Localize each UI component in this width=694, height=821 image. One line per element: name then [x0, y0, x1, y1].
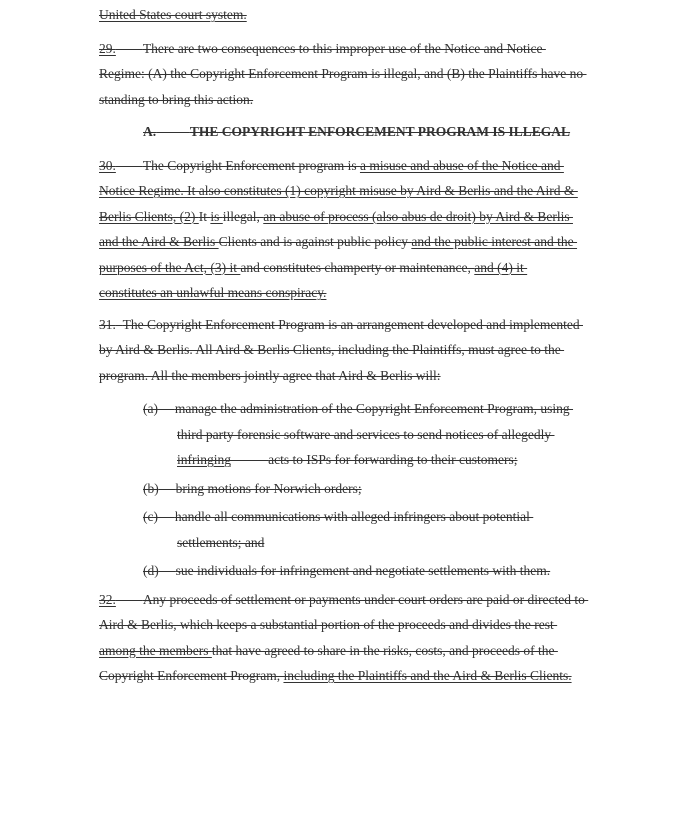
text-run: including the Plaintiffs and the Aird & Berlis Clients. [283, 668, 572, 683]
paragraph-31 [99, 312, 658, 389]
paragraph-29 [99, 36, 658, 113]
paragraph-number: 32. [99, 591, 116, 607]
text-run: Clients and is against public policy [218, 234, 412, 249]
text-run: settlements; and [177, 534, 265, 550]
list-item-a [143, 396, 658, 473]
text-run: constitutes an unlawful means conspiracy. [99, 285, 327, 300]
continuation-line [99, 2, 658, 28]
text-run: manage the administration of the Copyright Enforcement Program, using [174, 401, 574, 416]
text-run: purposes of the Act, (3) it [99, 259, 241, 275]
list-marker: (c) [143, 509, 158, 524]
text-run: Berlis Clients, (2) [99, 208, 199, 224]
heading-title: THE COPYRIGHT ENFORCEMENT PROGRAM IS ILLEGAL [189, 124, 571, 139]
text-run [116, 41, 143, 56]
text-run [116, 317, 123, 332]
text-run: The Copyright Enforcement Program is an arrangement developed and implemented [122, 316, 583, 332]
text-run: program. All the members jointly agree that Aird & Berlis will: [99, 367, 441, 383]
text-run: sue individuals for infringement and negotiate settlements with them. [175, 563, 551, 578]
text-run: There are two consequences to this improper use of the Notice and Notice [142, 40, 546, 56]
list-item-d [143, 558, 658, 584]
text-run: and the public interest and the [411, 234, 578, 249]
text-run: an abuse of process (also abus de droit) by Aird & Berlis [263, 208, 573, 224]
text-run [231, 452, 268, 467]
text-run: and the Aird & Berlis [99, 234, 219, 249]
text-run: Aird & Berlis, which keeps a substantial portion of the proceeds and divides the rest [99, 617, 558, 632]
paragraph-number: 29. [99, 40, 116, 56]
text-run: among the members [99, 642, 212, 658]
text-run [116, 158, 143, 173]
text-run: third party forensic software and services to send notices of allegedly [177, 426, 555, 442]
text-run: acts to ISPs for forwarding to their customers; [268, 452, 518, 467]
text-run: by Aird & Berlis. All Aird & Berlis Clients, including the Plaintiffs, must agree to the [99, 342, 565, 357]
text-run: and constitutes champerty or maintenance, [240, 259, 475, 275]
text-run: It [198, 208, 211, 224]
text-run: that have agreed to share in the risks, costs, and proceeds of the [211, 642, 558, 658]
text-run [159, 481, 176, 496]
paragraph-32 [99, 587, 658, 689]
list-marker: (d) [143, 563, 159, 578]
paragraph-number: 31. [99, 316, 116, 332]
text-run [116, 592, 143, 607]
list-item-b [143, 476, 658, 502]
text-run: illegal, [222, 208, 264, 224]
text-run: Any proceeds of settlement or payments under court orders are paid or directed to [142, 591, 589, 607]
text-run: Copyright Enforcement Program, [99, 668, 284, 683]
text-run: a misuse and abuse of the Notice and [359, 157, 564, 173]
paragraph-number: 30. [99, 157, 116, 173]
text-run [158, 509, 175, 524]
text-run [159, 563, 176, 578]
text-run: United States court system. [99, 7, 247, 22]
text-run: Regime: (A) the Copyright Enforcement Program is illegal, and (B) the Plaintiffs have no [99, 66, 587, 81]
text-run: Notice Regime. It also constitutes (1) copyright misuse by Aird & Berlis and the Aird & [99, 183, 578, 198]
list-marker: (a) [143, 401, 158, 416]
text-run [156, 124, 190, 139]
text-run: and (4) it [474, 259, 528, 275]
list-marker: (b) [143, 480, 159, 496]
paragraph-30 [99, 153, 658, 306]
text-run: is [210, 208, 223, 224]
text-run: infringing [177, 452, 231, 467]
text-run: standing to bring this action. [99, 91, 254, 107]
text-run: handle all communications with alleged infringers about potential [174, 509, 534, 524]
text-run: The Copyright Enforcement program is [142, 157, 360, 173]
heading-letter: A. [143, 124, 157, 139]
heading-a [143, 119, 658, 145]
text-run: bring motions for Norwich orders; [175, 480, 362, 496]
list-item-c [143, 504, 658, 555]
text-run [158, 401, 175, 416]
